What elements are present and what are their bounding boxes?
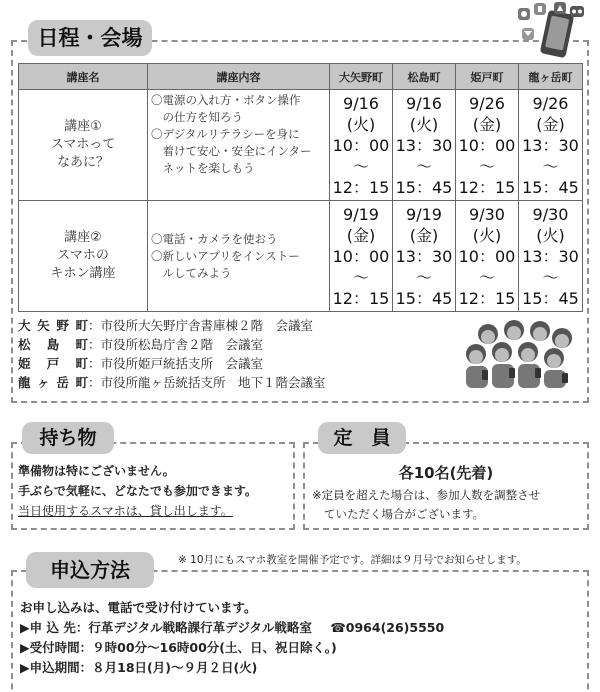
table-row bbox=[19, 201, 583, 312]
application-details: お申し込みは、電話で受け付けています。 ▶申 込 先：行革デジタル戦略課行革デジタル戦略室 ☎0964(26)5550 ▶受付時間：９時00分～16時00分(土、日、祝日除く。) ▶申込期間：８月18日(月)～９月２日(火) bbox=[20, 598, 586, 678]
course-content: 〇電源の入れ方・ボタン操作 の仕方を知ろう 〇デジタルリテラシーを身に 着けて安心・安全にインター ネットを楽しもう bbox=[148, 90, 330, 201]
time-slot: 9/19 (金) 13：30 ～ 15：45 bbox=[393, 201, 456, 312]
time-slot: 9/26 (金) 10：00 ～ 12：15 bbox=[456, 90, 519, 201]
belongings-heading: 持ち物 bbox=[22, 422, 114, 454]
capacity-count: 各10名(先着) bbox=[398, 464, 494, 482]
column-header: 姫戸町 bbox=[456, 64, 519, 90]
time-slot: 9/26 (金) 13：30 ～ 15：45 bbox=[519, 90, 583, 201]
time-slot: 9/30 (火) 10：00 ～ 12：15 bbox=[456, 201, 519, 312]
time-slot: 9/16 (火) 10：00 ～ 12：15 bbox=[330, 90, 393, 201]
venue-item: 大矢野町：市役所大矢野庁舎書庫棟２階 会議室 bbox=[18, 318, 314, 333]
venue-item: 姫戸町：市役所姫戸統括支所 会議室 bbox=[18, 356, 264, 371]
contact-line: ▶申 込 先：行革デジタル戦略課行革デジタル戦略室 ☎0964(26)5550 bbox=[20, 620, 445, 635]
application-heading: 申込方法 bbox=[26, 552, 154, 588]
column-header: 大矢野町 bbox=[330, 64, 393, 90]
venue-item: 松島町：市役所松島庁舎２階 会議室 bbox=[18, 337, 264, 352]
people-with-smartphones-illustration bbox=[462, 318, 582, 390]
course-name: 講座① スマホって なあに？ bbox=[19, 90, 148, 201]
course-name: 講座② スマホの キホン講座 bbox=[19, 201, 148, 312]
belongings-text: 準備物は特にございません。 手ぶらで気軽に、どなたでも参加できます。 当日使用するスマホは、貸し出します。 bbox=[18, 464, 257, 518]
schedule-table bbox=[18, 63, 583, 312]
venue-list bbox=[18, 316, 326, 392]
phone-number[interactable]: ☎0964(26)5550 bbox=[330, 620, 445, 635]
hours-line: ▶受付時間：９時00分～16時00分(土、日、祝日除く。) bbox=[20, 640, 337, 655]
table-header-row bbox=[19, 64, 583, 90]
time-slot: 9/30 (火) 13：30 ～ 15：45 bbox=[519, 201, 583, 312]
column-header: 講座内容 bbox=[148, 64, 330, 90]
time-slot: 9/19 (金) 10：00 ～ 12：15 bbox=[330, 201, 393, 312]
capacity-note: ※定員を超えた場合は、参加人数を調整させ ていただく場合がございます。 bbox=[312, 488, 541, 521]
column-header: 龍ヶ岳町 bbox=[519, 64, 583, 90]
column-header: 松島町 bbox=[393, 64, 456, 90]
period-line: ▶申込期間：８月18日(月)～９月２日(火) bbox=[20, 660, 258, 675]
application-notice: ※ 10月にもスマホ教室を開催予定です。詳細は９月号でお知らせします。 bbox=[178, 554, 527, 566]
course-content: 〇電話・カメラを使おう 〇新しいアプリをインストー ルしてみよう bbox=[148, 201, 330, 312]
table-row bbox=[19, 90, 583, 201]
column-header: 講座名 bbox=[19, 64, 148, 90]
venue-item: 龍ヶ岳町：市役所龍ヶ岳統括支所 地下１階会議室 bbox=[18, 375, 326, 390]
capacity-heading: 定 員 bbox=[318, 422, 406, 454]
smartphone-apps-illustration bbox=[514, 2, 586, 64]
schedule-heading: 日程・会場 bbox=[28, 20, 152, 56]
time-slot: 9/16 (火) 13：30 ～ 15：45 bbox=[393, 90, 456, 201]
